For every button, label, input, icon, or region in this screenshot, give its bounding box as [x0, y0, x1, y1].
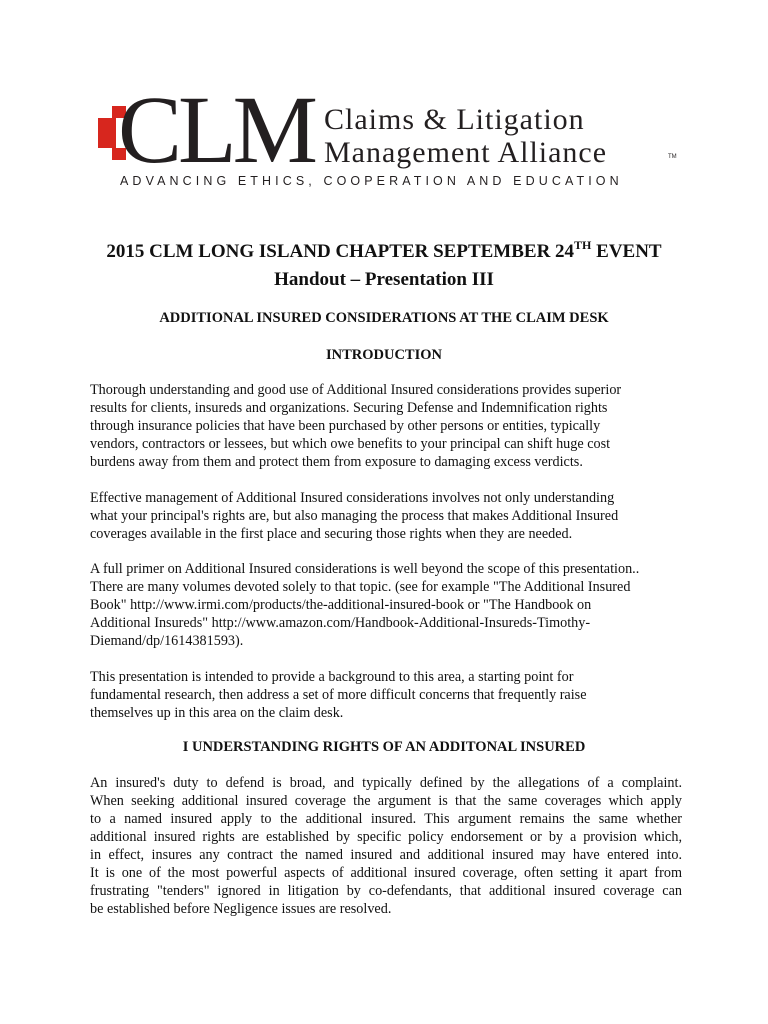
paragraph-line: This presentation is intended to provide a background to this area, a starting point for	[90, 669, 574, 685]
document-title	[0, 240, 768, 264]
logo-letters: CLM	[118, 76, 315, 183]
paragraph-line: be established before Negligence issues are resolved.	[90, 901, 392, 917]
paragraph-line: Thorough understanding and good use of Additional Insured considerations provides superior	[90, 382, 622, 398]
paragraph-line: vendors, contractors or lessees, but which owe benefits to your principal can shift huge cost	[90, 436, 611, 452]
logo-tagline: ADVANCING ETHICS, COOPERATION AND EDUCATION	[120, 174, 623, 188]
paragraph-line: themselves up in this area on the claim desk.	[90, 705, 344, 721]
paragraph-line: There are many volumes devoted solely to that topic. (see for example "The Additional Insured	[90, 579, 631, 595]
paragraph-4	[90, 668, 682, 722]
paragraph-line: results for clients, insureds and organizations. Securing Defense and Indemnification rights	[90, 400, 608, 416]
paragraph-3	[90, 560, 682, 650]
paragraph-line: frustrating "tenders" ignored in litigation by co-defendants, that additional insured coverage can	[90, 883, 682, 899]
paragraph-line: in effect, insures any contract the named insured and additional insured may have entered into.	[90, 847, 682, 863]
logo-name-line1: Claims & Litigation	[324, 103, 585, 136]
document-subtitle: Handout – Presentation III	[274, 269, 494, 290]
paragraph-line: fundamental research, then address a set of more difficult concerns that frequently raise	[90, 687, 587, 703]
section-1-heading: I UNDERSTANDING RIGHTS OF AN ADDITONAL INSURED	[182, 739, 586, 755]
introduction-heading: INTRODUCTION	[325, 347, 442, 363]
paragraph-line: Book" http://www.irmi.com/products/the-additional-insured-book or "The Handbook on	[90, 597, 592, 613]
title-end: EVENT	[591, 241, 662, 262]
paragraph-line: Effective management of Additional Insured considerations involves not only understanding	[90, 490, 615, 506]
paragraph-line: what your principal's rights are, but also managing the process that makes Additional Insured	[90, 508, 619, 524]
logo-trademark: TM	[668, 154, 677, 160]
paragraph-line: Additional Insureds" http://www.amazon.com/Handbook-Additional-Insureds-Timothy-	[90, 615, 591, 631]
title-main: 2015 CLM LONG ISLAND CHAPTER SEPTEMBER 24	[106, 241, 575, 262]
paragraph-line: When seeking additional insured coverage the argument is that the same coverages which apply	[90, 793, 682, 809]
paragraph-2	[90, 489, 682, 543]
logo-name-line2: Management Alliance	[324, 136, 608, 169]
paragraph-1	[90, 381, 682, 471]
paragraph-line: An insured's duty to defend is broad, and typically defined by the allegations of a complaint.	[90, 775, 682, 791]
paragraph-line: additional insured rights are established by specific policy endorsement or by a provision which,	[90, 829, 682, 845]
paragraph-5	[90, 774, 682, 918]
topic-heading: ADDITIONAL INSURED CONSIDERATIONS AT THE CLAIM DESK	[159, 310, 609, 326]
paragraph-line: A full primer on Additional Insured considerations is well beyond the scope of this presentation..	[90, 561, 640, 577]
title-superscript: TH	[574, 238, 592, 252]
paragraph-line: to a named insured apply to the additional insured. This argument remains the same whether	[90, 811, 682, 827]
paragraph-line: It is one of the most powerful aspects of additional insured coverage, often setting it apart from	[90, 865, 682, 881]
paragraph-line: burdens away from them and protect them from exposure to damaging excess verdicts.	[90, 454, 583, 470]
paragraph-line: coverages available in the first place and securing those rights when they are needed.	[90, 526, 573, 542]
paragraph-line: through insurance policies that have been purchased by other persons or entities, typically	[90, 418, 601, 434]
paragraph-line: Diemand/dp/1614381593).	[90, 633, 244, 649]
clm-logo	[96, 76, 677, 190]
